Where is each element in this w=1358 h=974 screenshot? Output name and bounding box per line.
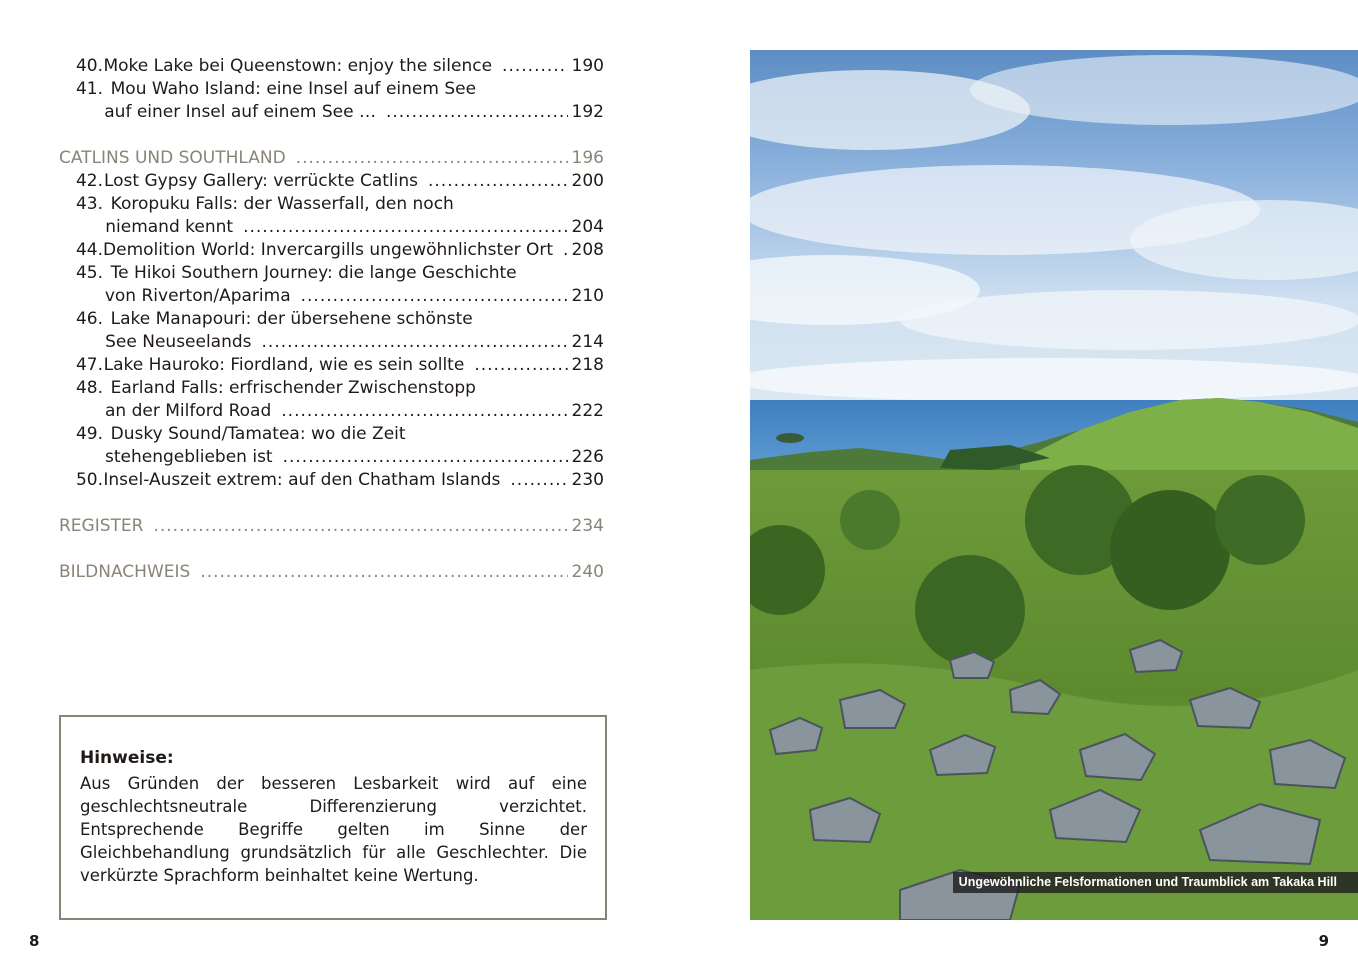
right-page [679, 0, 1358, 974]
toc-leader-dots [474, 354, 567, 377]
toc-entry-title: See Neuseelands [105, 332, 252, 352]
note-title: Hinweise: [80, 748, 174, 768]
toc-entry-number: 45. [75, 263, 103, 283]
toc-leader-dots [563, 239, 568, 262]
toc-leader-dots [296, 147, 568, 170]
toc-entry-number: 49. [75, 424, 103, 444]
section-page: 240 [571, 562, 604, 582]
toc-entry-number: 43. [75, 194, 103, 214]
photo-caption: Ungewöhnliche Felsformationen und Traumblick am Takaka Hill [953, 872, 1358, 893]
table-of-contents [59, 55, 604, 584]
page-number-left: 8 [29, 932, 40, 950]
toc-entry-number: 50. [75, 470, 103, 490]
toc-entry-line [59, 308, 604, 331]
toc-entry-title: niemand kennt [105, 217, 234, 237]
toc-entry-page: 210 [571, 286, 604, 306]
toc-entry-page: 218 [571, 355, 604, 375]
toc-entry-title: an der Milford Road [104, 401, 272, 421]
toc-entry-title: Earland Falls: erfrischender Zwischenstopp [110, 378, 476, 398]
section-page: 234 [571, 516, 604, 536]
toc-entry-number: 40. [75, 56, 103, 76]
toc-leader-dots [262, 331, 568, 354]
toc-entry-title: auf einer Insel auf einem See … [104, 102, 376, 122]
section-catlins-und-southland [59, 147, 604, 170]
section-title: CATLINS UND SOUTHLAND [59, 148, 286, 168]
toc-entry-line [59, 423, 604, 446]
toc-leader-dots [510, 469, 567, 492]
toc-leader-dots [281, 400, 567, 423]
toc-entry-title: Lake Manapouri: der übersehene schönste [110, 309, 473, 329]
toc-entry-line [59, 262, 604, 285]
section-page: 196 [571, 148, 604, 168]
toc-entry-title: von Riverton/Aparima [104, 286, 291, 306]
toc-leader-dots [200, 561, 567, 584]
toc-entry-number: 46. [75, 309, 103, 329]
toc-entry-line [59, 331, 604, 354]
toc-leader-dots [153, 515, 567, 538]
toc-entry-number: 41. [75, 79, 103, 99]
toc-entry-number: 48. [75, 378, 103, 398]
toc-entry-line [59, 170, 604, 193]
toc-entry-line [59, 216, 604, 239]
toc-entry-line [59, 285, 604, 308]
toc-entry-line [59, 193, 604, 216]
toc-leader-dots [283, 446, 568, 469]
toc-entry-title: Insel-Auszeit extrem: auf den Chatham Islands [103, 470, 501, 490]
toc-entry-page: 214 [571, 332, 604, 352]
toc-entry-line [59, 239, 604, 262]
toc-entry-page: 204 [571, 217, 604, 237]
toc-entry-line [59, 55, 604, 78]
toc-entry-page: 222 [571, 401, 604, 421]
section-title: BILDNACHWEIS [59, 562, 191, 582]
page-number-right: 9 [1318, 932, 1329, 950]
toc-leader-dots [243, 216, 567, 239]
toc-entry-line [59, 377, 604, 400]
toc-leader-dots [386, 101, 568, 124]
toc-entry-line [59, 446, 604, 469]
note-text: Aus Gründen der besseren Lesbarkeit wird auf eine geschlechtsneutrale Differenzierung verzichtet. Entsprechende Begriffe gelten im Sinne der Gleichbehandlung grundsätzlich für alle Geschlechter. Die verkürzte Sprachform beinhaltet keine Wertung. [80, 774, 587, 885]
section-title: REGISTER [59, 516, 144, 536]
toc-entry-line [59, 78, 604, 101]
toc-entry-number: 42. [75, 171, 103, 191]
toc-leader-dots [428, 170, 568, 193]
toc-entry-line [59, 400, 604, 423]
toc-entry-title: Demolition World: Invercargills ungewöhnlichster Ort [103, 240, 554, 260]
toc-entry-title: Lake Hauroko: Fiordland, wie es sein sollte [103, 355, 465, 375]
toc-entry-title: Lost Gypsy Gallery: verrückte Catlins [103, 171, 418, 191]
toc-entry-line [59, 469, 604, 492]
toc-entry-page: 192 [571, 102, 604, 122]
toc-entry-page: 230 [571, 470, 604, 490]
toc-leader-dots [301, 285, 568, 308]
toc-entry-line [59, 101, 604, 124]
note-box [59, 715, 607, 920]
toc-entry-title: Te Hikoi Southern Journey: die lange Geschichte [110, 263, 517, 283]
toc-leader-dots [502, 55, 568, 78]
toc-entry-title: stehengeblieben ist [104, 447, 273, 467]
toc-entry-page: 200 [571, 171, 604, 191]
toc-entry-page: 226 [571, 447, 604, 467]
toc-entry-title: Mou Waho Island: eine Insel auf einem See [110, 79, 477, 99]
toc-entry-page: 208 [571, 240, 604, 260]
landscape-photo [750, 50, 1358, 920]
section-register [59, 515, 604, 538]
section-bildnachweis [59, 561, 604, 584]
toc-entry-page: 190 [571, 56, 604, 76]
toc-entry-line [59, 354, 604, 377]
toc-entry-number: 44. [75, 240, 103, 260]
toc-entry-number: 47. [75, 355, 103, 375]
toc-entry-title: Koropuku Falls: der Wasserfall, den noch [110, 194, 454, 214]
toc-entry-title: Dusky Sound/Tamatea: wo die Zeit [110, 424, 406, 444]
toc-entry-title: Moke Lake bei Queenstown: enjoy the silence [103, 56, 493, 76]
